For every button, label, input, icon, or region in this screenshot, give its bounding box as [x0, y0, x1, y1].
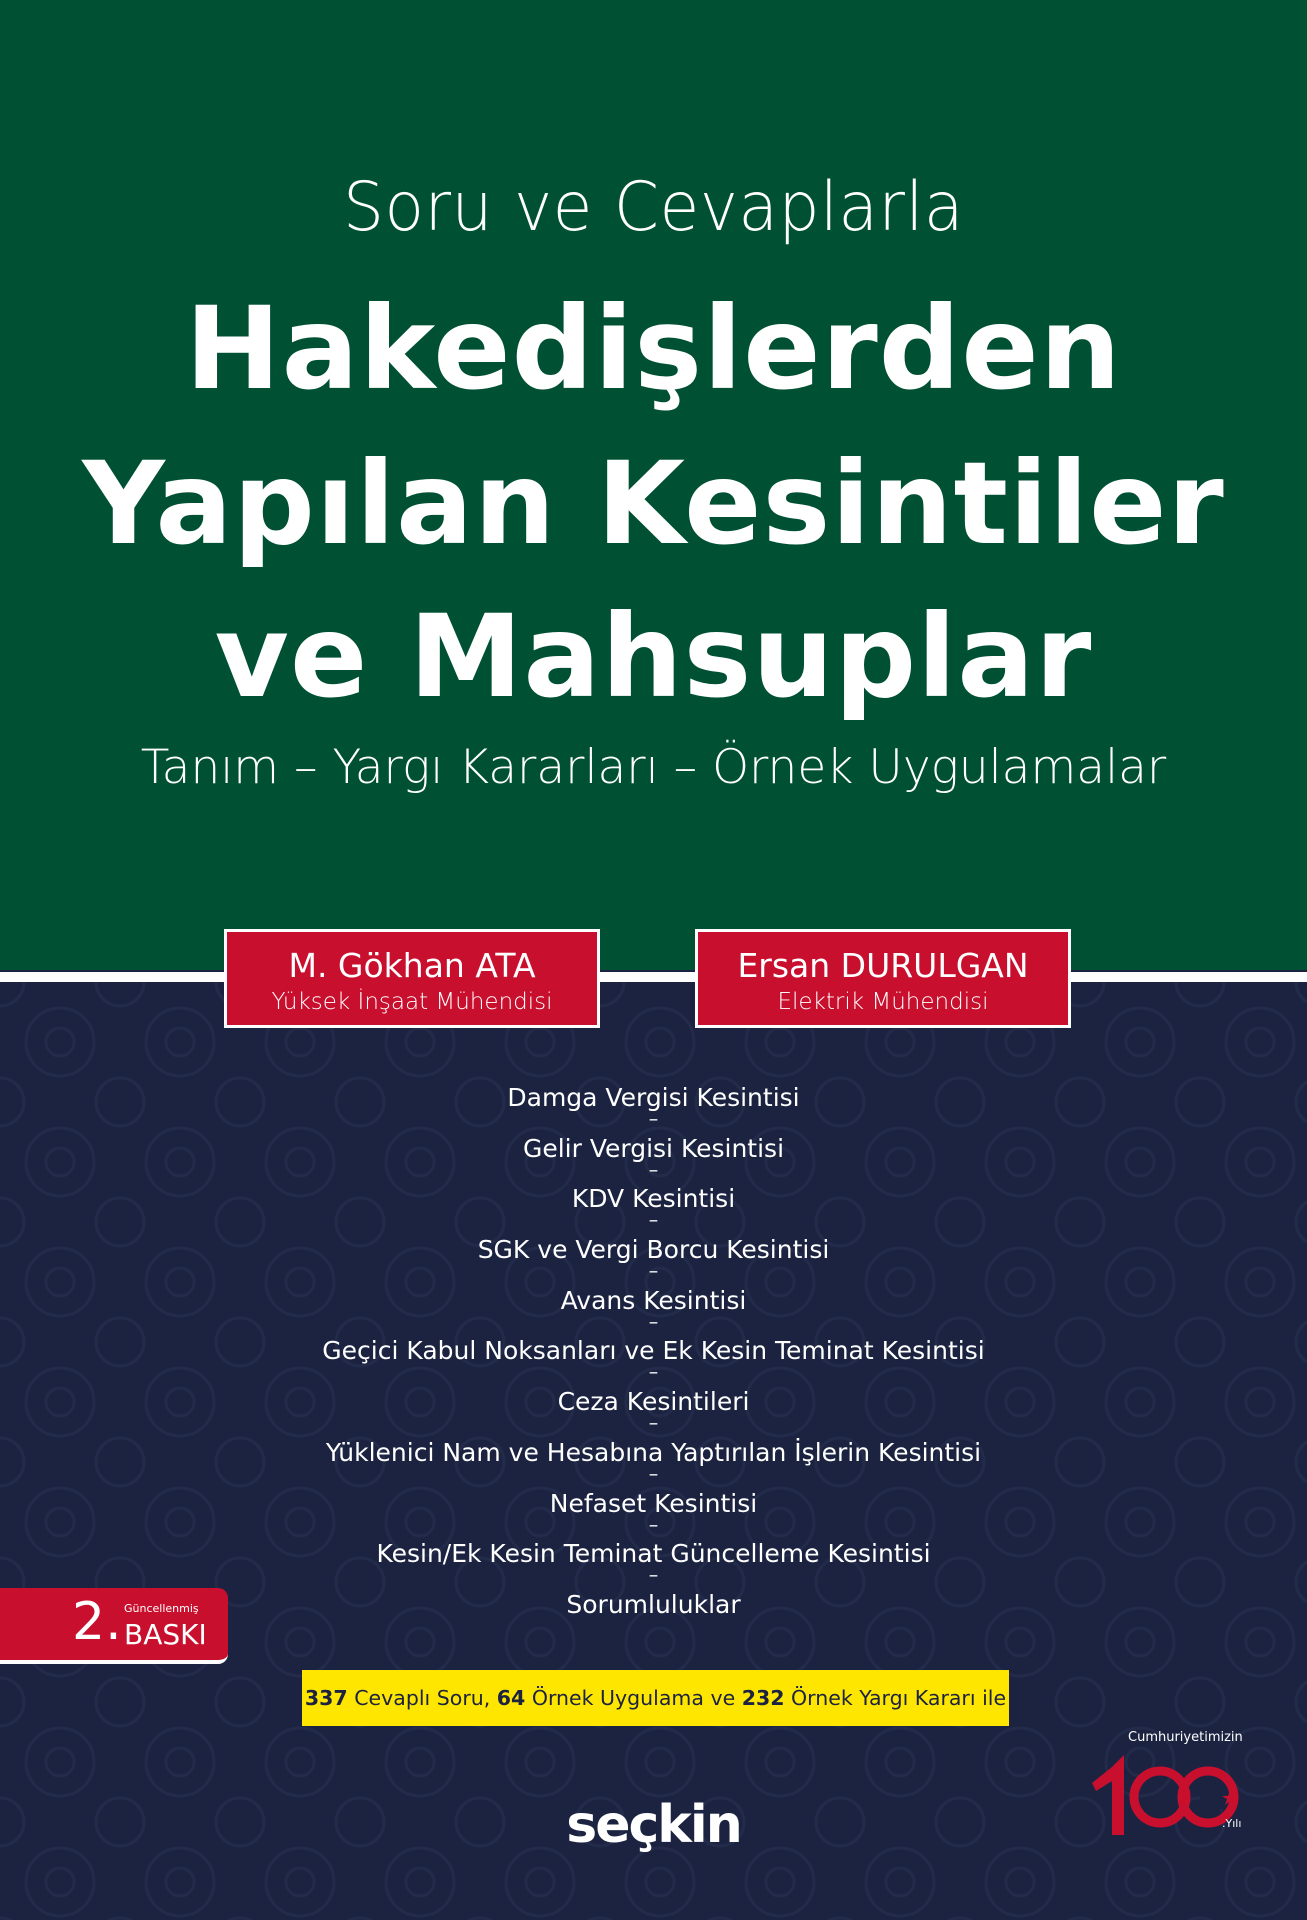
topic-separator: –: [648, 1462, 659, 1485]
author-role: Yüksek İnşaat Mühendisi: [271, 989, 553, 1015]
topic-separator: –: [648, 1412, 659, 1435]
cover-title-line-1: Hakedişlerden: [185, 282, 1122, 415]
topic-separator: –: [648, 1513, 659, 1536]
white-divider: [0, 972, 1307, 982]
topic-list: [0, 1083, 1307, 1641]
topic-separator: –: [648, 1310, 659, 1333]
topic-item: [0, 1184, 1307, 1235]
topic-text: Damga Vergisi Kesintisi: [507, 1083, 800, 1112]
cover-subtitle: Soru ve Cevaplarla: [343, 168, 964, 247]
edition-note: Güncellenmiş: [124, 1602, 199, 1615]
topic-separator: –: [648, 1108, 659, 1130]
topic-text: Avans Kesintisi: [560, 1285, 747, 1315]
summary-text: Örnek Uygulama ve: [525, 1686, 742, 1710]
cover-tagline: Tanım – Yargı Kararları – Örnek Uygulamalar: [140, 740, 1167, 795]
topic-separator: –: [648, 1361, 659, 1384]
edition-number: 2.: [72, 1592, 122, 1652]
question-count: 337: [304, 1686, 348, 1710]
topic-text: SGK ve Vergi Borcu Kesintisi: [477, 1235, 830, 1265]
topic-text: Sorumluluklar: [566, 1589, 741, 1619]
example-count: 64: [496, 1686, 526, 1710]
author-name: Ersan DURULGAN: [737, 946, 1029, 985]
author-role: Elektrik Mühendisi: [777, 989, 989, 1015]
topic-item: [0, 1286, 1307, 1337]
topic-text: Geçici Kabul Noksanları ve Ek Kesin Teminat Kesintisi: [322, 1336, 985, 1366]
topic-separator: –: [648, 1564, 659, 1587]
topic-item: [0, 1235, 1307, 1286]
topic-separator: –: [648, 1260, 659, 1283]
topic-item: [0, 1489, 1307, 1540]
topic-text: Yüklenici Nam ve Hesabına Yaptırılan İşlerin Kesintisi: [325, 1437, 982, 1467]
centennial-suffix: .Yılı: [1222, 1817, 1242, 1830]
topic-item: [0, 1539, 1307, 1590]
topic-item: [0, 1134, 1307, 1185]
topic-item: [0, 1438, 1307, 1489]
topic-text: Nefaset Kesintisi: [549, 1488, 758, 1518]
author-box-1: [224, 929, 600, 1028]
edition-badge: [0, 1588, 228, 1664]
topic-text: KDV Kesintisi: [571, 1184, 736, 1214]
author-box-2: [695, 929, 1071, 1028]
topic-text: Gelir Vergisi Kesintisi: [522, 1133, 785, 1163]
summary-text: Örnek Yargı Kararı ile: [784, 1686, 1007, 1710]
topic-item: [0, 1083, 1307, 1134]
summary-text: Cevaplı Soru,: [347, 1686, 497, 1710]
cover-title-line-2: Yapılan Kesintiler: [82, 437, 1225, 570]
topic-text: Kesin/Ek Kesin Teminat Güncelleme Kesintisi: [376, 1539, 931, 1569]
centennial-caption: Cumhuriyetimizin: [1128, 1730, 1243, 1745]
topic-item: [0, 1387, 1307, 1438]
edition-label: BASKI: [124, 1618, 207, 1651]
cover-title-line-3: ve Mahsuplar: [214, 590, 1093, 723]
topic-text: Ceza Kesintileri: [557, 1387, 750, 1417]
author-name: M. Gökhan ATA: [288, 946, 536, 985]
publisher-logo: seçkin: [566, 1795, 741, 1855]
topic-separator: –: [648, 1158, 659, 1181]
topic-item: [0, 1336, 1307, 1387]
topic-separator: –: [648, 1209, 659, 1232]
content-summary-banner: [302, 1670, 1009, 1726]
centennial-logo: [1072, 1725, 1262, 1850]
decision-count: 232: [741, 1686, 785, 1710]
